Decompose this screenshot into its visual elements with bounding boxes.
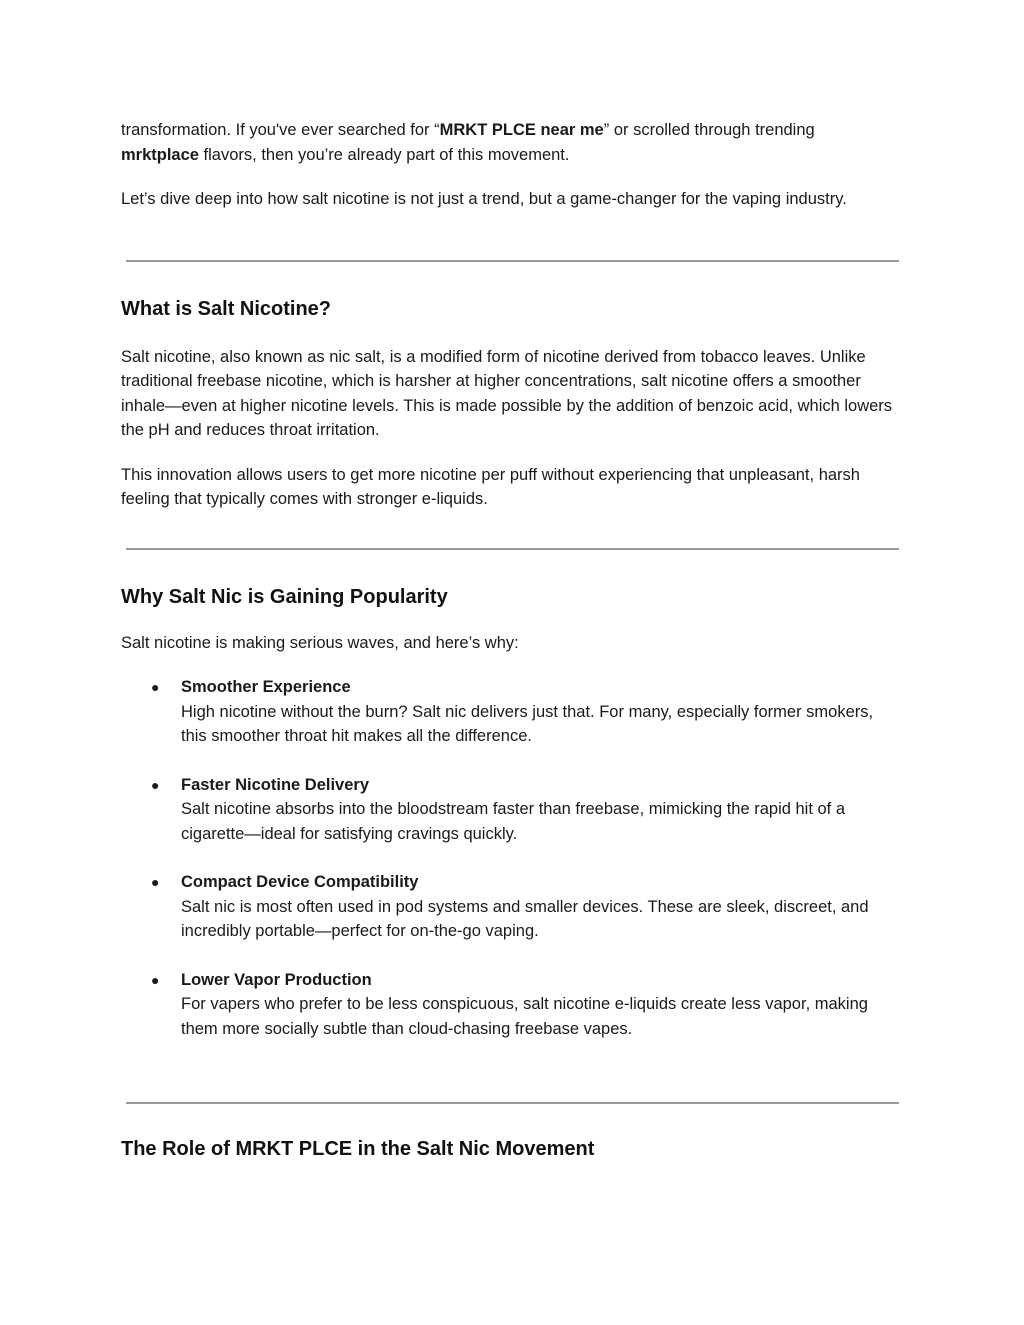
list-item (121, 870, 901, 944)
section-heading-mrkt-plce-role: The Role of MRKT PLCE in the Salt Nic Movement (121, 1138, 595, 1160)
section-heading-salt-nicotine: What is Salt Nicotine? (121, 297, 332, 320)
document-page (121, 118, 901, 1163)
section-heading-popularity: Why Salt Nic is Gaining Popularity (121, 585, 448, 608)
bullet-icon: ● (151, 874, 160, 890)
list-item-title: Faster Nicotine Delivery (181, 775, 369, 794)
intro-bold-keyword-1: MRKT PLCE near me (439, 121, 604, 139)
intro-paragraph-1 (121, 118, 901, 167)
list-item-text: Salt nic is most often used in pod systems and smaller devices. These are sleek, discreet, and incredibly portable—perfect for on-the-go vaping. (181, 897, 869, 940)
section1-paragraph-2: This innovation allows users to get more nicotine per puff without experiencing that unpleasant, harsh feeling that typically comes with stronger e-liquids. (121, 465, 860, 508)
intro-paragraph-2: Let’s dive deep into how salt nicotine is not just a trend, but a game-changer for the vaping industry. (121, 190, 847, 208)
list-item (121, 773, 901, 847)
list-item (121, 675, 901, 749)
bullet-icon: ● (151, 971, 160, 988)
list-item-title: Lower Vapor Production (181, 970, 372, 989)
list-item-title: Compact Device Compatibility (181, 873, 419, 891)
intro-text-a: transformation. If you've ever searched for “ (121, 121, 440, 139)
bullet-icon: ● (151, 776, 160, 793)
list-item-title: Smoother Experience (181, 678, 351, 696)
section-divider-1 (126, 260, 899, 262)
intro-text-b: ” or scrolled through trending (603, 121, 815, 139)
list-item-text: Salt nicotine absorbs into the bloodstream faster than freebase, mimicking the rapid hit of a cigarette—ideal for satisfying cravings quickly. (181, 800, 846, 843)
reasons-list (121, 675, 901, 1041)
list-item (121, 968, 901, 1042)
intro-text-c: flavors, then you’re already part of this movement. (198, 145, 570, 164)
list-item-text: For vapers who prefer to be less conspicuous, salt nicotine e-liquids create less vapor, making them more socially subtle than cloud-chasing freebase vapes. (181, 995, 868, 1038)
list-item-text: High nicotine without the burn? Salt nic delivers just that. For many, especially former smokers, this smoother throat hit makes all the difference. (181, 702, 874, 745)
intro-bold-keyword-2: mrktplace (121, 145, 199, 164)
section1-paragraph-1: Salt nicotine, also known as nic salt, is a modified form of nicotine derived from tobacco leaves. Unlike traditional freebase nicotine, which is harsher at higher concentrations, salt nicotine offers a smoother inhale—even at higher nicotine levels. This is made possible by the addition of benzoic acid, which lowers the pH and reduces throat irritation. (121, 347, 893, 439)
section2-intro: Salt nicotine is making serious waves, and here’s why: (121, 633, 519, 652)
section-divider-2 (126, 548, 899, 550)
section-divider-3 (126, 1102, 899, 1104)
bullet-icon: ● (151, 679, 160, 695)
